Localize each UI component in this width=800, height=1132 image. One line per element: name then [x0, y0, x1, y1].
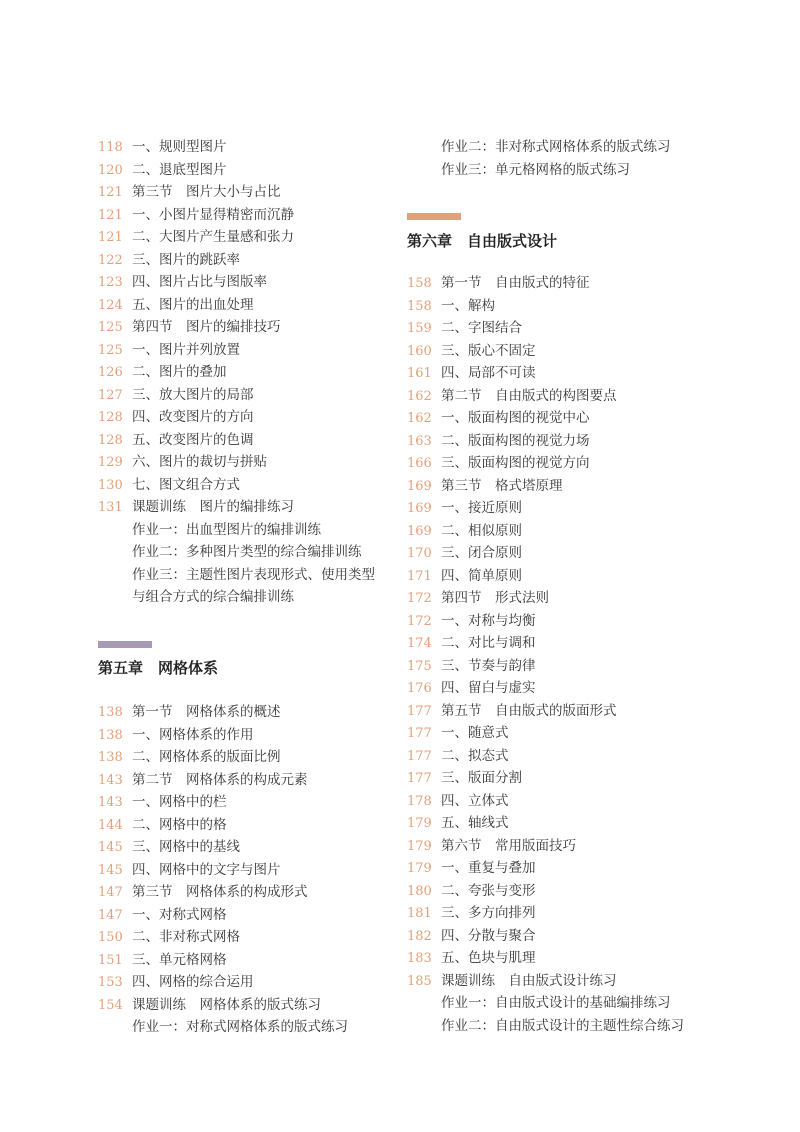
toc-entry: [98, 181, 281, 203]
toc-entry-title: 二、非对称式网格: [132, 929, 240, 945]
toc-entry: [407, 857, 536, 879]
toc-entry: [407, 317, 522, 339]
toc-page-number: 171: [407, 568, 432, 584]
toc-page-number: 125: [98, 342, 123, 358]
toc-entry: [98, 701, 281, 723]
toc-entry: [407, 767, 522, 789]
toc-page-number: 122: [98, 252, 123, 268]
toc-page-number: 118: [98, 140, 123, 155]
toc-entry: [98, 541, 362, 563]
toc-entry: [98, 451, 267, 473]
toc-page-number: 126: [98, 365, 123, 380]
toc-page-number: 179: [407, 816, 432, 831]
toc-page-number: 131: [98, 500, 123, 515]
toc-entry-title: 五、图片的出血处理: [132, 296, 254, 313]
chapter-5-title: 第五章 网格体系: [98, 659, 219, 677]
toc-page-number: 154: [98, 997, 123, 1013]
toc-page-number: 145: [98, 840, 123, 855]
toc-entry-title: 二、夸张与变形: [441, 882, 536, 899]
toc-entry: [98, 1016, 348, 1038]
toc-entry-title: 二、字图结合: [441, 320, 522, 336]
toc-entry: [98, 249, 240, 271]
toc-page-number: 158: [407, 298, 432, 314]
toc-entry-title: 三、版心不固定: [441, 342, 536, 359]
toc-entry: [98, 904, 227, 926]
toc-page-number: 143: [98, 795, 123, 810]
toc-entry: [98, 881, 308, 903]
toc-page-number: 130: [98, 477, 123, 493]
toc-entry-title: 一、随意式: [441, 725, 509, 741]
toc-page-number: 150: [98, 930, 123, 945]
toc-entry-title: 第三节 格式塔原理: [441, 477, 563, 494]
toc-page-number: 127: [98, 387, 123, 403]
toc-page-number: 178: [407, 793, 432, 809]
toc-entry-title: 三、多方向排列: [441, 905, 536, 921]
toc-entry: [98, 339, 240, 361]
toc-entry: [98, 994, 321, 1016]
toc-page-number: 172: [407, 591, 432, 606]
toc-entry-title: 一、重复与叠加: [441, 860, 536, 876]
toc-entry: [407, 497, 522, 519]
toc-page-number: 169: [407, 523, 432, 539]
toc-entry-title: 二、拟态式: [441, 747, 509, 764]
toc-entry-title: 四、改变图片的方向: [132, 409, 254, 425]
toc-entry-title: 四、留白与虚实: [441, 680, 536, 696]
toc-entry: [98, 429, 254, 451]
toc-entry: [98, 316, 281, 338]
toc-page-number: 124: [98, 297, 123, 313]
toc-page-number: 163: [407, 433, 432, 449]
toc-entry-title: 二、退底型图片: [132, 161, 227, 178]
toc-entry-title: 三、网格中的基线: [132, 839, 240, 855]
toc-entry: [407, 610, 536, 632]
toc-entry: [98, 496, 294, 518]
toc-entry: [98, 204, 294, 226]
toc-entry-title: 一、小图片显得精密而沉静: [132, 206, 294, 223]
toc-entry: [98, 586, 294, 608]
toc-page-number: 185: [407, 973, 432, 989]
toc-entry-title: 四、网格中的文字与图片: [132, 861, 281, 878]
toc-entry-title: 一、解构: [441, 297, 495, 314]
toc-entry: [98, 136, 227, 158]
toc-entry: [407, 835, 576, 857]
toc-entry: [407, 745, 509, 767]
toc-entry-title: 第四节 形式法则: [441, 590, 549, 606]
toc-entry: [407, 970, 617, 992]
toc-page-number: 147: [98, 885, 123, 900]
toc-entry-title: 三、版面分割: [441, 770, 522, 786]
toc-page-number: 121: [98, 230, 123, 245]
toc-page-number: 121: [98, 185, 123, 200]
toc-entry: [98, 949, 227, 971]
toc-entry-title: 四、分散与聚合: [441, 927, 536, 944]
toc-entry-title: 五、轴线式: [441, 815, 509, 831]
toc-entry: [98, 294, 254, 316]
toc-page-number: 138: [98, 750, 123, 765]
toc-page-number: 179: [407, 838, 432, 854]
toc-entry-title: 第一节 自由版式的特征: [441, 275, 590, 291]
toc-page-number: 174: [407, 636, 432, 651]
toc-page-number: 151: [98, 952, 123, 968]
toc-entry-title: 一、对称式网格: [132, 906, 227, 923]
toc-entry: [407, 430, 590, 452]
toc-entry: [407, 925, 536, 947]
toc-entry-title: 一、网格体系的作用: [132, 726, 254, 743]
toc-entry-title: 第一节 网格体系的概述: [132, 704, 281, 720]
toc-entry-title: 二、网格体系的版面比例: [132, 749, 281, 765]
toc-entry: [407, 902, 536, 924]
toc-page-number: 170: [407, 546, 432, 561]
toc-entry: [98, 361, 227, 383]
toc-entry: [98, 836, 240, 858]
toc-page-number: 177: [407, 771, 432, 786]
toc-entry: [98, 564, 375, 586]
toc-entry-title: 一、图片并列放置: [132, 341, 240, 358]
toc-entry: [407, 407, 590, 429]
toc-page-number: 179: [407, 861, 432, 876]
toc-entry-title: 三、版面构图的视觉方向: [441, 455, 590, 471]
toc-entry: [407, 475, 563, 497]
toc-entry: [407, 362, 536, 384]
toc-page-number: 181: [407, 906, 432, 921]
toc-entry-title: 作业一：对称式网格体系的版式练习: [132, 1019, 348, 1035]
toc-entry: [407, 272, 590, 294]
toc-entry-title: 第二节 自由版式的构图要点: [441, 387, 617, 404]
toc-page-number: 162: [407, 388, 432, 404]
toc-entry-title: 作业二：自由版式设计的主题性综合练习: [441, 1017, 684, 1034]
toc-entry: [98, 384, 254, 406]
toc-entry-title: 作业三：单元格网格的版式练习: [441, 161, 630, 178]
toc-entry-title: 五、改变图片的色调: [132, 431, 254, 448]
toc-entry: [98, 226, 294, 248]
toc-entry: [98, 271, 267, 293]
toc-entry-title: 一、版面构图的视觉中心: [441, 410, 590, 426]
toc-entry: [407, 790, 509, 812]
toc-entry: [98, 474, 240, 496]
toc-entry-title: 作业三：主题性图片表现形式、使用类型: [132, 566, 375, 583]
toc-entry: [407, 520, 522, 542]
chapter-6-title: 第六章 自由版式设计: [407, 232, 558, 250]
toc-entry: [407, 340, 536, 362]
toc-page-number: 143: [98, 772, 123, 788]
toc-entry-title: 二、大图片产生量感和张力: [132, 229, 294, 245]
toc-page-number: 182: [407, 928, 432, 944]
toc-entry-title: 二、图片的叠加: [132, 364, 227, 380]
chapter-5-color-bar: [98, 641, 152, 648]
toc-entry-title: 二、相似原则: [441, 522, 522, 539]
toc-page-number: 169: [407, 478, 432, 494]
toc-entry: [98, 724, 254, 746]
toc-page-number: 166: [407, 456, 432, 471]
toc-entry: [407, 542, 522, 564]
toc-page-number: 158: [407, 276, 432, 291]
toc-page-number: 121: [98, 207, 123, 223]
toc-entry-title: 第三节 图片大小与占比: [132, 184, 281, 200]
toc-entry-title: 五、色块与肌理: [441, 950, 536, 966]
toc-page-number: 169: [407, 501, 432, 516]
toc-entry: [98, 406, 254, 428]
toc-entry-title: 作业二：非对称式网格体系的版式练习: [441, 139, 671, 155]
toc-page-number: 183: [407, 951, 432, 966]
toc-page-number: 172: [407, 613, 432, 629]
toc-entry-title: 三、图片的跳跃率: [132, 251, 240, 268]
toc-page-number: 162: [407, 411, 432, 426]
toc-entry: [407, 812, 509, 834]
toc-entry: [407, 159, 630, 181]
toc-page-number: 125: [98, 320, 123, 335]
toc-page-number: 177: [407, 703, 432, 719]
toc-entry: [407, 452, 590, 474]
toc-entry: [407, 385, 617, 407]
toc-entry: [407, 1015, 684, 1037]
toc-page-number: 147: [98, 907, 123, 923]
toc-entry-title: 二、对比与调和: [441, 635, 536, 651]
toc-entry-title: 课题训练 网格体系的版式练习: [132, 996, 321, 1013]
toc-page-number: 138: [98, 727, 123, 743]
toc-page-number: 160: [407, 343, 432, 359]
toc-entry: [98, 746, 281, 768]
toc-entry: [98, 926, 240, 948]
toc-page-number: 177: [407, 726, 432, 741]
toc-entry: [98, 159, 227, 181]
toc-entry: [407, 700, 617, 722]
toc-page-number: 128: [98, 432, 123, 448]
toc-page-number: 159: [407, 321, 432, 336]
toc-entry: [98, 519, 321, 541]
toc-entry: [98, 971, 254, 993]
toc-entry: [407, 655, 536, 677]
toc-page-number: 176: [407, 681, 432, 696]
toc-entry: [407, 947, 536, 969]
toc-entry-title: 第二节 网格体系的构成元素: [132, 771, 308, 788]
toc-entry: [407, 677, 536, 699]
toc-entry-title: 四、图片占比与图版率: [132, 274, 267, 290]
toc-page-number: 120: [98, 162, 123, 178]
toc-entry-title: 一、网格中的栏: [132, 794, 227, 810]
toc-page-number: 138: [98, 705, 123, 720]
toc-entry-title: 课题训练 自由版式设计练习: [441, 972, 617, 989]
toc-entry: [407, 136, 671, 158]
toc-entry: [407, 587, 549, 609]
toc-entry-title: 课题训练 图片的编排练习: [132, 499, 294, 515]
toc-entry: [98, 814, 227, 836]
toc-entry-title: 二、网格中的格: [132, 816, 227, 833]
toc-page-number: 177: [407, 748, 432, 764]
toc-page-number: 161: [407, 366, 432, 381]
toc-entry-title: 四、局部不可读: [441, 365, 536, 381]
toc-page-number: 144: [98, 817, 123, 833]
toc-entry: [407, 722, 509, 744]
toc-entry-title: 六、图片的裁切与拼贴: [132, 454, 267, 470]
toc-entry-title: 四、网格的综合运用: [132, 974, 254, 990]
toc-entry-title: 第三节 网格体系的构成形式: [132, 884, 308, 900]
toc-entry-title: 作业一：自由版式设计的基础编排练习: [441, 995, 671, 1011]
toc-entry: [407, 565, 522, 587]
toc-page-number: 128: [98, 410, 123, 425]
toc-entry-title: 第四节 图片的编排技巧: [132, 319, 281, 335]
toc-entry-title: 作业一：出血型图片的编排训练: [132, 521, 321, 538]
toc-entry-title: 作业二：多种图片类型的综合编排训练: [132, 544, 362, 560]
toc-entry-title: 四、立体式: [441, 792, 509, 809]
toc-entry: [98, 769, 308, 791]
toc-entry-title: 四、简单原则: [441, 567, 522, 584]
toc-page-number: 153: [98, 975, 123, 990]
toc-entry: [98, 791, 227, 813]
toc-entry: [407, 632, 536, 654]
toc-entry: [407, 295, 495, 317]
toc-entry-title: 三、节奏与韵律: [441, 657, 536, 674]
toc-entry-title: 一、对称与均衡: [441, 612, 536, 629]
toc-entry-title: 七、图文组合方式: [132, 476, 240, 493]
toc-entry: [407, 880, 536, 902]
toc-entry-title: 一、接近原则: [441, 500, 522, 516]
toc-entry-title: 第五节 自由版式的版面形式: [441, 702, 617, 719]
toc-page-number: 129: [98, 455, 123, 470]
toc-page-number: 145: [98, 862, 123, 878]
chapter-6-color-bar: [407, 213, 461, 220]
toc-entry-title: 一、规则型图片: [132, 139, 227, 155]
toc-entry-title: 三、闭合原则: [441, 545, 522, 561]
toc-entry: [407, 992, 671, 1014]
toc-entry-title: 二、版面构图的视觉力场: [441, 432, 590, 449]
toc-entry-title: 第六节 常用版面技巧: [441, 837, 576, 854]
toc-entry-title: 三、单元格网格: [132, 951, 227, 968]
toc-entry-title: 与组合方式的综合编排训练: [132, 589, 294, 605]
toc-page-number: 180: [407, 883, 432, 899]
toc-page-number: 123: [98, 275, 123, 290]
toc-entry-title: 三、放大图片的局部: [132, 386, 254, 403]
toc-entry: [98, 859, 281, 881]
toc-page-number: 175: [407, 658, 432, 674]
